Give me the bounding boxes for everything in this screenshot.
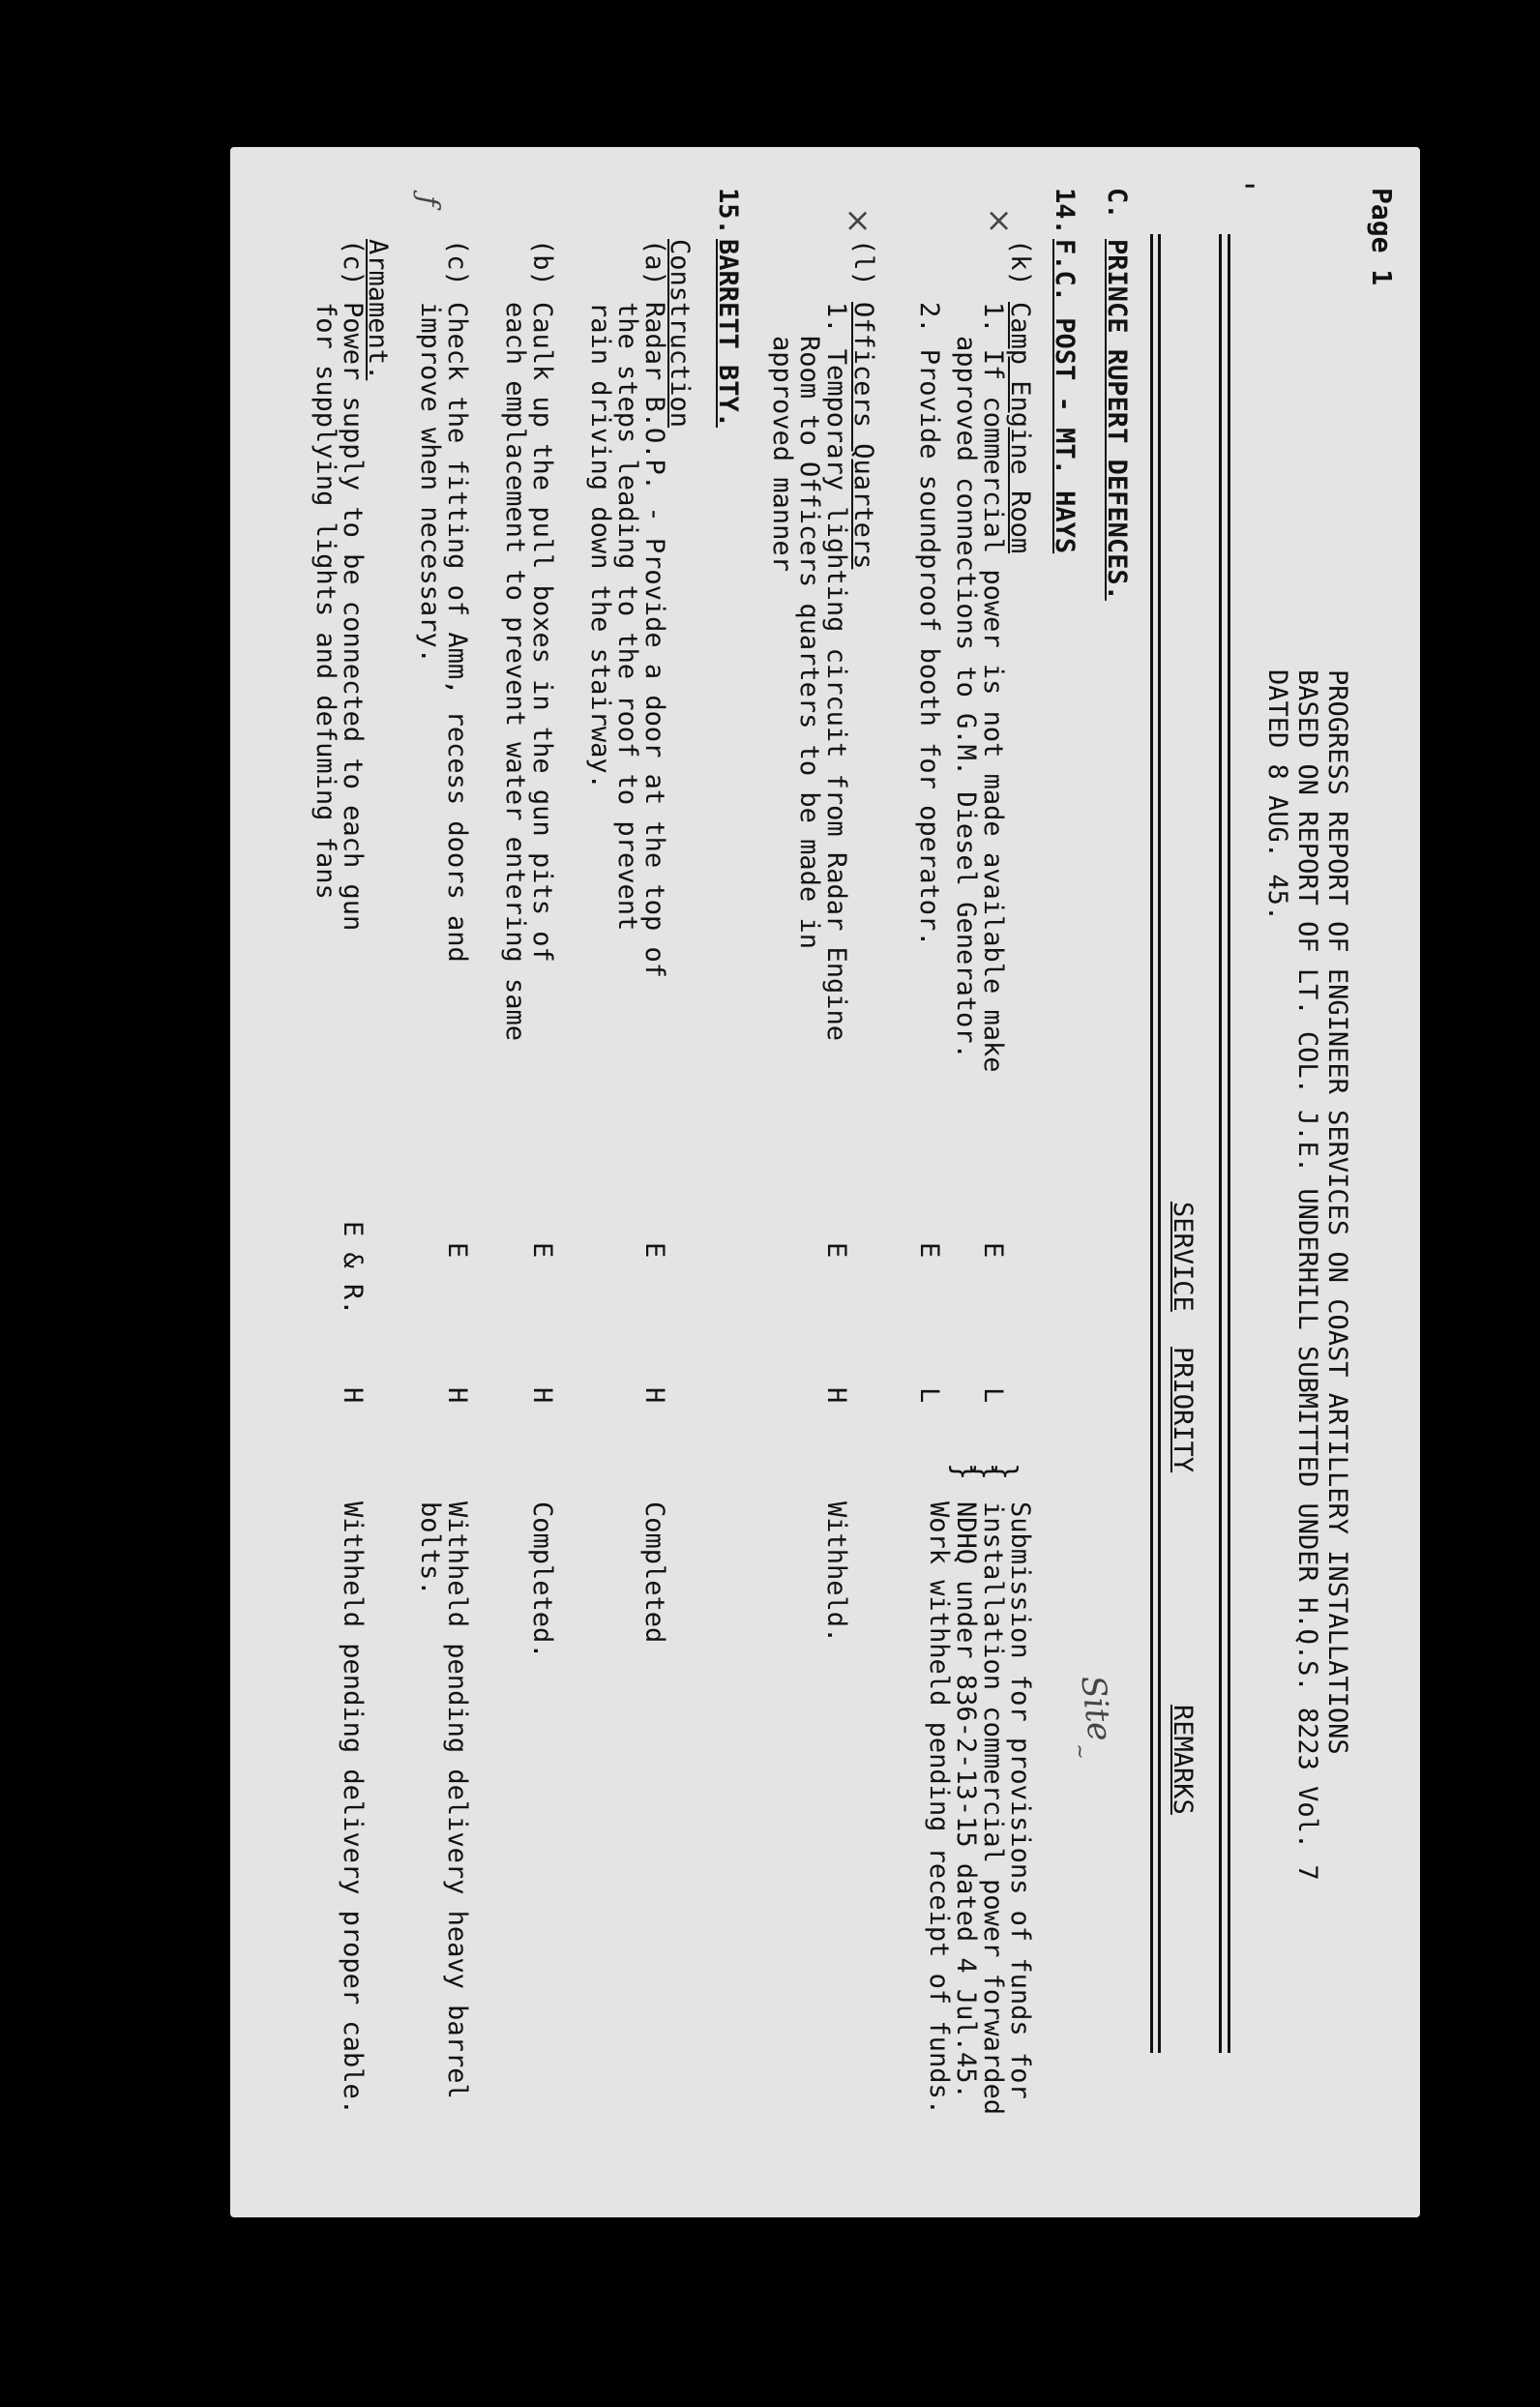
item14-k-remarks-4: Work withheld pending receipt of funds. [924,1501,954,2115]
margin-mark: ƒ [411,195,445,207]
item15-b-line2: each emplacement to prevent water entering same [500,302,530,1042]
item15-a-label: (a) [639,239,669,286]
item14-number: 14. [1050,188,1080,235]
item14-k-label: (k) [1005,239,1035,286]
rule-top-2 [1219,234,1222,2053]
remarks-bracket: } } } [946,1463,1022,1481]
item14-l-remarks: Withheld. [821,1501,851,1644]
col-header-priority: PRIORITY [1168,1347,1198,1473]
item14-k-remarks-2: installation commercial power forwarded [978,1501,1008,2115]
check-mark-1: × [980,207,1019,235]
item15-b-service: E [527,1242,557,1259]
item15-b-line1: Caulk up the pull boxes in the gun pits of [527,302,557,963]
item15-c2-priority: H [338,1387,368,1404]
item14-l-heading: Officers Quarters [848,302,878,570]
section-c-title: PRINCE RUPERT DEFENCES. [1102,239,1132,601]
item15-construction: Construction [665,239,695,429]
col-header-service: SERVICE [1168,1202,1198,1312]
check-mark-2: × [839,207,877,235]
corner-mark: ' [1222,176,1260,196]
item15-b-label: (b) [527,239,557,286]
item14-k-remarks-1: Submission for provisions of funds for [1005,1501,1035,2099]
item14-l-priority: H [821,1387,851,1404]
item15-a-line3: rain driving down the stairway. [585,302,615,789]
item15-c-remarks-2: bolts. [415,1501,445,1596]
document-page [230,147,1420,2217]
item15-c2-line2: for supplying lights and defuming fans [311,302,341,900]
item14-k-priority-1: L [978,1387,1008,1404]
item14-k-service-2: E [914,1242,944,1259]
item15-c2-line1: Power supply to be connected to each gun [338,302,368,932]
item14-l-label: (l) [848,239,878,286]
item15-c-line2: improve when necessary. [415,302,445,664]
item14-k-remarks-3: NDHQ under 836-2-13-15 dated 4 Jul.45. [951,1501,981,2099]
item14-l-service: E [821,1242,851,1259]
item14-k-heading: Camp Engine Room [1005,302,1035,554]
item15-number: 15. [713,188,743,235]
item15-armament: Armament. [363,239,393,381]
item15-b-priority: H [527,1387,557,1404]
item15-c-line1: Check the fitting of Amm, recess doors and [442,302,472,963]
item14-k-line3: 2. Provide soundproof booth for operator. [914,302,944,947]
item14-k-line1: 1. If commercial power is not made available make [978,302,1008,1073]
item15-a-line2: the steps leading to the roof to prevent [612,302,642,932]
item14-k-service-1: E [978,1242,1008,1259]
item14-l-line1: 1. Temporary lighting circuit from Radar Engine [821,302,851,1042]
item15-title: BARRETT BTY. [713,239,743,429]
item14-l-line2: Room to Officers quarters to be made in [794,336,824,949]
item15-c2-label: (c) [338,239,368,286]
item15-c2-remarks: Withheld pending delivery proper cable. [338,1501,368,2115]
item14-l-line3: approved manner [767,336,797,572]
rule-top-1 [1228,234,1230,2053]
item15-a-priority: H [639,1387,669,1404]
item14-title: F.C. POST - MT. HAYS [1050,239,1080,554]
item15-a-remarks: Completed [639,1501,669,1644]
title-line-1: PROGRESS REPORT OF ENGINEER SERVICES ON COAST ARTILLERY INSTALLATIONS [1322,669,1352,1755]
item15-b-remarks: Completed. [527,1501,557,1659]
page-label: Page 1 [1366,188,1398,286]
handwritten-note-2: ~ [1068,1741,1093,1762]
item14-k-priority-2: L [914,1387,944,1404]
col-header-remarks: REMARKS [1168,1705,1198,1815]
rotated-content [230,147,1420,2217]
item15-c2-service: E & R. [338,1221,368,1316]
item15-c-remarks-1: Withheld pending delivery heavy barrel [442,1501,472,2099]
item15-c-priority: H [442,1387,472,1404]
rule-bottom-2 [1150,234,1153,2053]
handwritten-note: Site [1073,1673,1119,1744]
title-line-2: BASED ON REPORT OF LT. COL. J.E. UNDERHILL SUBMITTED UNDER H.Q.S. 8223 Vol. 7 [1292,669,1322,1881]
item14-k-line2: approved connections to G.M. Diesel Generator. [951,336,981,1059]
title-line-3: DATED 8 AUG. 45. [1262,669,1292,922]
item15-c-service: E [442,1242,472,1259]
section-c-letter: C. [1102,188,1132,220]
item15-a-service: E [639,1242,669,1259]
item15-c-label: (c) [442,239,472,286]
rule-bottom-1 [1158,234,1161,2053]
item15-a-line1: Radar B.O.P. - Provide a door at the top of [639,302,669,978]
